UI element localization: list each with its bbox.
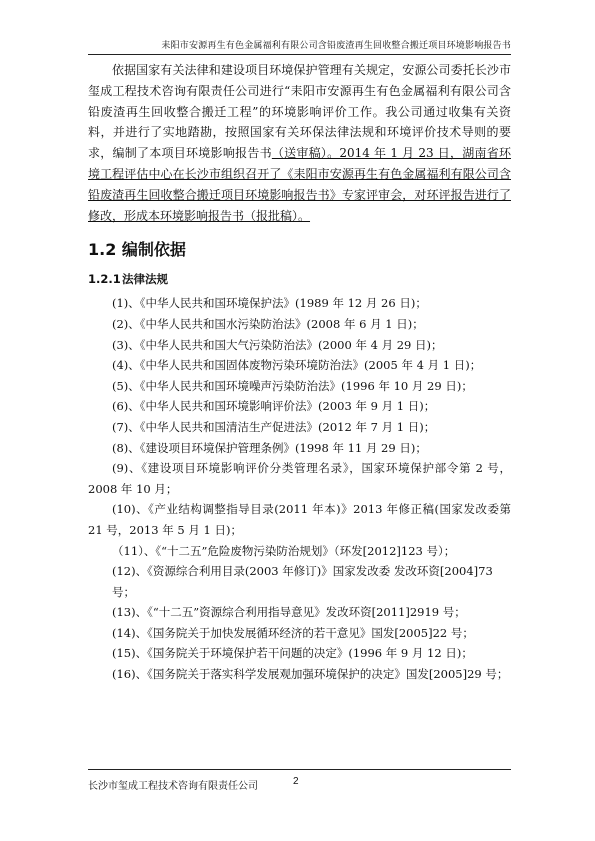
header-title: 耒阳市安源再生有色金属福利有限公司含铅废渣再生回收整合搬迁项目环境影响报告书 — [161, 41, 511, 51]
list-item: (8)、《建设项目环境保护管理条例》(1998 年 11 月 29 日)； — [112, 440, 427, 455]
page-number: 2 — [293, 776, 299, 787]
law-list — [88, 293, 511, 684]
list-item: (6)、《中华人民共和国环境影响评价法》(2003 年 9 月 1 日)； — [112, 399, 436, 414]
list-item: (14)、《国务院关于加快发展循环经济的若干意见》国发[2005]22 号； — [112, 625, 474, 640]
list-item: (7)、《中华人民共和国清洁生产促进法》(2012 年 7 月 1 日)； — [112, 419, 436, 434]
list-item: (12)、《资源综合利用目录(2003 年修订)》国家发改委 发改环资[2004]73 号； — [112, 564, 493, 599]
list-item: (1)、《中华人民共和国环境保护法》(1989 年 12 月 26 日)； — [112, 296, 427, 311]
footer-divider — [88, 769, 511, 770]
section-heading: 1.2 编制依据 — [88, 240, 186, 260]
list-item: (2)、《中华人民共和国水污染防治法》(2008 年 6 月 1 日)； — [112, 316, 424, 331]
list-item: (5)、《中华人民共和国环境噪声污染防治法》(1996 年 10 月 29 日)； — [112, 378, 473, 393]
intro-paragraph — [88, 60, 511, 226]
list-item: (13)、《“十二五”资源综合利用指导意见》发改环资[2011]2919 号； — [112, 605, 466, 620]
footer-company: 长沙市玺成工程技术咨询有限责任公司 — [88, 781, 258, 792]
document-body — [88, 60, 511, 685]
subsection-number: 1.2.1 — [88, 272, 121, 287]
intro-revision-text: （送审稿）。2014 年 1 月 23 日，湖南省环境工程评估中心在长沙市组织召开了《耒阳市安源再生有色金属福利有限公司含铅废渣再生回收整合搬迁项目环境影响报告书》专家评审会，对环评报告进行了修改，形成本环境影响报告书（报批稿）。 — [88, 146, 511, 223]
list-item: (9)、《建设项目环境影响评价分类管理名录》，国家环境保护部令第 2 号，2008 年 10 月； — [88, 461, 511, 496]
subsection-title: 法律法规 — [122, 272, 169, 287]
list-item: （11）、《“十二五”危险废物污染防治规划》（环发[2012]123 号）； — [112, 543, 456, 558]
list-item: (4)、《中华人民共和国固体废物污染环境防治法》(2005 年 4 月 1 日)； — [112, 358, 482, 373]
intro-text: 依据国家有关法律和建设项目环境保护管理有关规定，安源公司委托长沙市玺成工程技术咨询有限责任公司进行“耒阳市安源再生有色金属福利有限公司含铅废渣再生回收整合搬迁工程”的环境影响评价工作。我公司通过收集有关资料，并进行了实地踏勘，按照国家有关环保法律法规和环境评价技术导则的要求，编制了本项目环境影响报告书 — [88, 63, 511, 161]
list-item: (15)、《国务院关于环境保护若干问题的决定》(1996 年 9 月 12 日)； — [112, 646, 473, 661]
subsection-heading — [88, 271, 511, 287]
page-header — [88, 38, 511, 55]
list-item: (10)、《产业结构调整指导目录(2011 年本)》2013 年修正稿(国家发改委第 21 号，2013 年 5 月 1 日)； — [88, 502, 511, 537]
list-item: (16)、《国务院关于落实科学发展观加强环境保护的决定》国发[2005]29 号； — [112, 667, 509, 682]
list-item: (3)、《中华人民共和国大气污染防治法》(2000 年 4 月 29 日)； — [112, 337, 443, 352]
